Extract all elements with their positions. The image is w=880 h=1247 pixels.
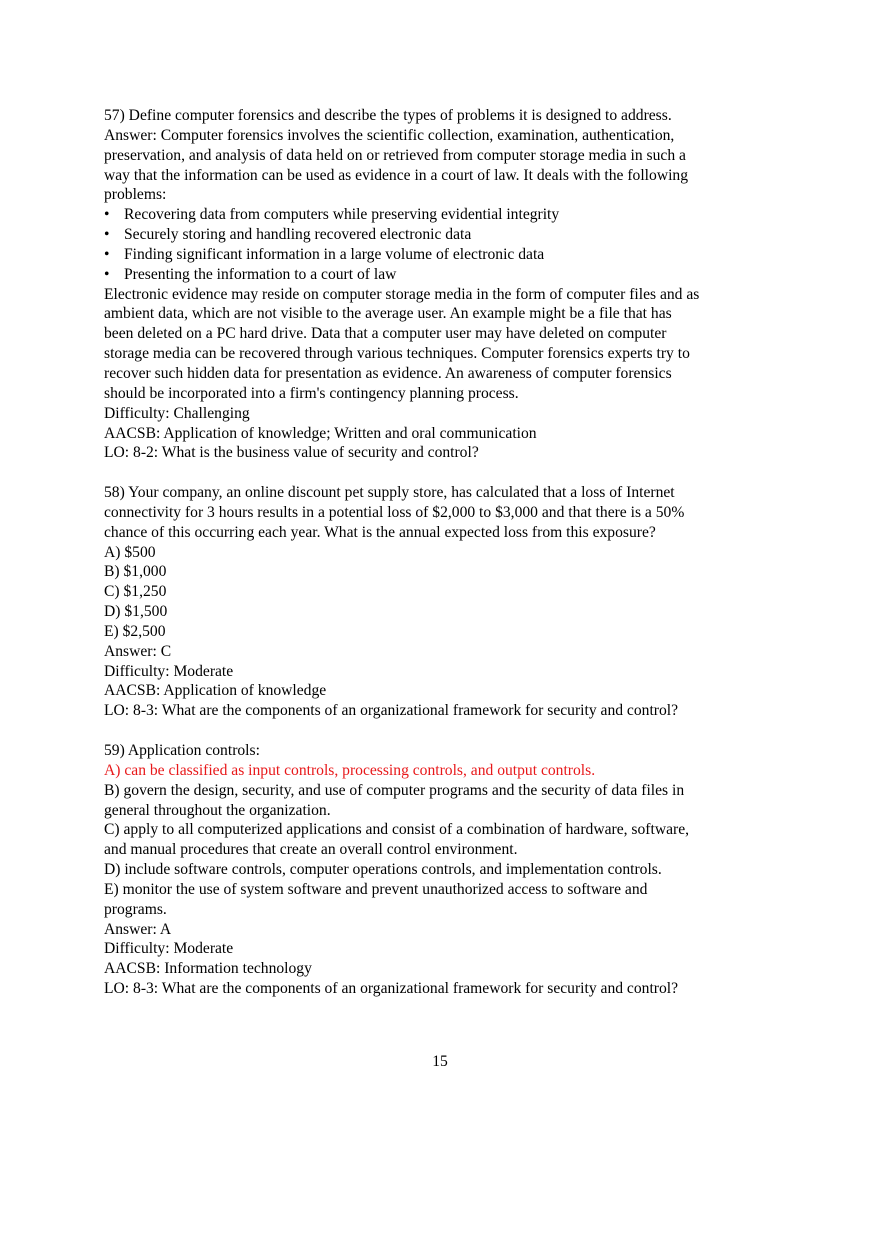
bullet-icon: • xyxy=(104,206,110,224)
difficulty: Difficulty: Moderate xyxy=(104,940,234,958)
learning-objective: LO: 8-2: What is the business value of security and control? xyxy=(104,444,479,462)
bullet-text: Securely storing and handling recovered electronic data xyxy=(124,226,472,244)
aacsb: AACSB: Application of knowledge xyxy=(104,682,327,700)
bullet-icon: • xyxy=(104,245,110,263)
question-58-text: 58) Your company, an online discount pet supply store, has calculated that a loss of Internet xyxy=(104,484,675,502)
option-c: and manual procedures that create an overall control environment. xyxy=(104,841,518,859)
bullet-icon: • xyxy=(104,265,110,283)
option-d: D) $1,500 xyxy=(104,603,168,621)
option-a-correct: A) can be classified as input controls, processing controls, and output controls. xyxy=(104,761,596,779)
spacer xyxy=(104,463,784,483)
bullet-text: Recovering data from computers while preserving evidential integrity xyxy=(124,206,560,224)
learning-objective: LO: 8-3: What are the components of an organizational framework for security and control? xyxy=(104,980,679,998)
bullet-icon: • xyxy=(104,226,110,244)
option-a: A) $500 xyxy=(104,543,156,561)
option-d: D) include software controls, computer operations controls, and implementation controls. xyxy=(104,861,662,879)
explanation-line: recover such hidden data for presentation as evidence. An awareness of computer forensics xyxy=(104,364,672,382)
aacsb: AACSB: Information technology xyxy=(104,960,312,978)
answer-line: Answer: Computer forensics involves the scientific collection, examination, authentication, xyxy=(104,126,675,144)
option-b: general throughout the organization. xyxy=(104,801,331,819)
bullet-text: Presenting the information to a court of law xyxy=(124,265,397,283)
answer: Answer: A xyxy=(104,920,172,938)
explanation-line: should be incorporated into a firm's contingency planning process. xyxy=(104,384,519,402)
answer-line: way that the information can be used as evidence in a court of law. It deals with the following xyxy=(104,166,689,184)
question-59-text: 59) Application controls: xyxy=(104,742,260,759)
difficulty: Difficulty: Challenging xyxy=(104,404,250,422)
explanation-line: been deleted on a PC hard drive. Data that a computer user may have deleted on computer xyxy=(104,325,667,343)
option-b: B) govern the design, security, and use of computer programs and the security of data files in xyxy=(104,781,685,799)
answer-line: problems: xyxy=(104,186,167,204)
bullet-text: Finding significant information in a large volume of electronic data xyxy=(124,245,545,263)
question-59 xyxy=(104,741,784,999)
page-number: 15 xyxy=(432,1053,448,1070)
aacsb: AACSB: Application of knowledge; Written and oral communication xyxy=(104,424,537,442)
question-58-text: connectivity for 3 hours results in a potential loss of $2,000 to $3,000 and that there is a 50% xyxy=(104,503,685,521)
question-57 xyxy=(104,106,784,463)
option-e: programs. xyxy=(104,900,167,918)
learning-objective: LO: 8-3: What are the components of an organizational framework for security and control? xyxy=(104,702,679,720)
option-c: C) $1,250 xyxy=(104,583,167,601)
answer-line: preservation, and analysis of data held on or retrieved from computer storage media in such a xyxy=(104,146,686,164)
question-58-text: chance of this occurring each year. What is the annual expected loss from this exposure? xyxy=(104,523,656,541)
page-content xyxy=(104,106,784,999)
bullet-item xyxy=(104,205,784,225)
option-c: C) apply to all computerized applications and consist of a combination of hardware, software, xyxy=(104,821,690,839)
bullet-item xyxy=(104,245,784,265)
explanation-line: Electronic evidence may reside on computer storage media in the form of computer files and as xyxy=(104,285,700,303)
explanation-line: storage media can be recovered through various techniques. Computer forensics experts try to xyxy=(104,345,690,363)
answer: Answer: C xyxy=(104,642,172,660)
explanation-line: ambient data, which are not visible to the average user. An example might be a file that has xyxy=(104,305,672,323)
spacer xyxy=(104,721,784,741)
option-b: B) $1,000 xyxy=(104,563,167,581)
question-57-text: 57) Define computer forensics and describe the types of problems it is designed to address. xyxy=(104,107,672,124)
bullet-item xyxy=(104,265,784,285)
option-e: E) $2,500 xyxy=(104,622,166,640)
option-e: E) monitor the use of system software and prevent unauthorized access to software and xyxy=(104,880,648,898)
question-58 xyxy=(104,483,784,721)
difficulty: Difficulty: Moderate xyxy=(104,662,234,680)
bullet-item xyxy=(104,225,784,245)
